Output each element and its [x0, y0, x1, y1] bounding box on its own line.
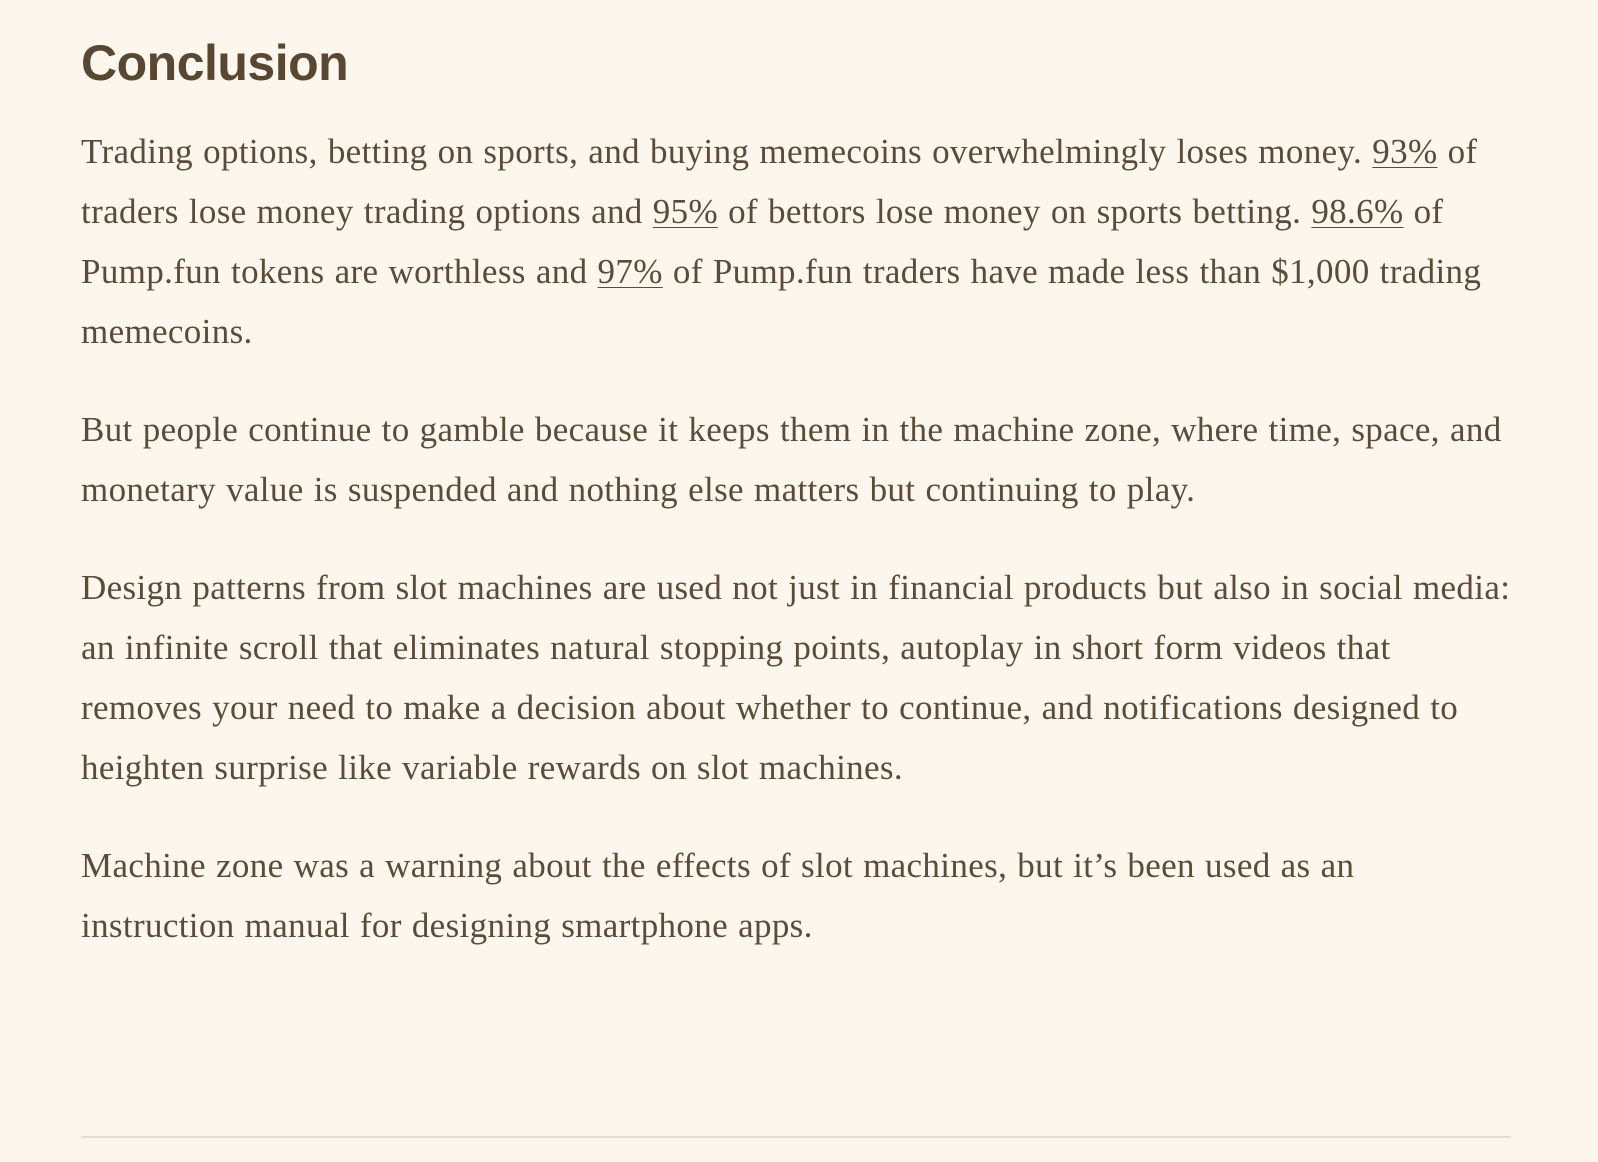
paragraph-closing: Machine zone was a warning about the effects of slot machines, but it’s been used as an instruction manual for designing smartphone apps.: [81, 846, 1355, 945]
paragraph-design-patterns: Design patterns from slot machines are used not just in financial products but also in social media: an infinite scroll that eliminates natural stopping points, autoplay in short form videos that removes your need to make a decision about whether to continue, and notifications designed to heighten surprise like variable rewards on slot machines.: [81, 568, 1511, 787]
paragraph-text: of bettors lose money on sports betting.: [717, 192, 1312, 231]
section-divider: [81, 1136, 1511, 1138]
section-heading: Conclusion: [81, 35, 349, 91]
pumpfun-traders-stat-link[interactable]: 97%: [597, 252, 663, 291]
paragraph-text: of Pump.fun traders have made less than $1,000 trading memecoins.: [81, 252, 1482, 351]
paragraph-text: of traders lose money trading options and: [81, 132, 1478, 231]
paragraph-text: of Pump.fun tokens are worthless and: [81, 192, 1444, 291]
sports-bettors-stat-link[interactable]: 95%: [652, 192, 718, 231]
paragraph-statistics: [81, 122, 1511, 362]
pumpfun-tokens-stat-link[interactable]: 98.6%: [1311, 192, 1404, 231]
paragraph-text: Trading options, betting on sports, and buying memecoins overwhelmingly loses money.: [81, 132, 1373, 171]
article-body: [81, 28, 1511, 956]
options-traders-stat-link[interactable]: 93%: [1372, 132, 1438, 171]
paragraph-machine-zone: But people continue to gamble because it keeps them in the machine zone, where time, space, and monetary value is suspended and nothing else matters but continuing to play.: [81, 410, 1502, 509]
